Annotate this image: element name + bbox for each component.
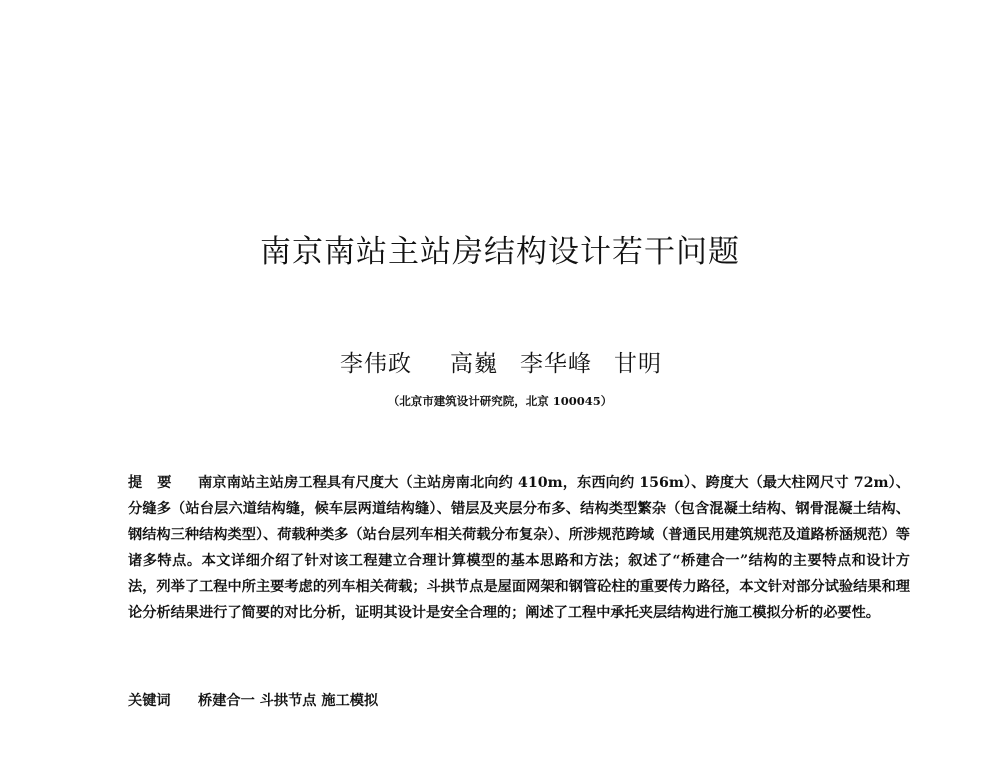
paper-title: 南京南站主站房结构设计若干问题 — [260, 234, 740, 270]
abstract-label: 提要 — [128, 475, 187, 491]
keywords-text: 桥建合一 斗拱节点 施工模拟 — [198, 693, 379, 709]
author-affiliation: （北京市建筑设计研究院，北京 100045） — [387, 394, 613, 408]
author-name: 李伟政 — [340, 350, 412, 377]
keywords — [128, 688, 910, 714]
keywords-label: 关键词 — [128, 693, 171, 709]
author-name: 甘明 — [614, 350, 662, 377]
abstract — [128, 470, 910, 626]
abstract-text: 南京南站主站房工程具有尺度大（主站房南北向约 410m，东西向约 156m）、跨度大（最大柱网尺寸 72m）、分缝多（站台层六道结构缝，候车层两道结构缝）、错层及夹层分布多、结构类型繁杂（包含混凝土结构、钢骨混凝土结构、钢结构三种结构类型）、荷载种类多（站台层列车相关荷载分布复杂）、所涉规范跨域（普通民用建筑规范及道路桥涵规范）等诸多特点。本文详细介绍了针对该工程建立合理计算模型的基本思路和方法；叙述了“桥建合一”结构的主要特点和设计方法，列举了工程中所主要考虑的列车相关荷载；斗拱节点是屋面网架和钢管砼柱的重要传力路径，本文针对部分试验结果和理论分析结果进行了简要的对比分析，证明其设计是安全合理的；阐述了工程中承托夹层结构进行施工模拟分析的必要性。 — [128, 475, 910, 621]
author-name: 高巍 — [450, 350, 498, 377]
author-list — [340, 344, 662, 378]
author-name: 李华峰 — [520, 350, 592, 377]
